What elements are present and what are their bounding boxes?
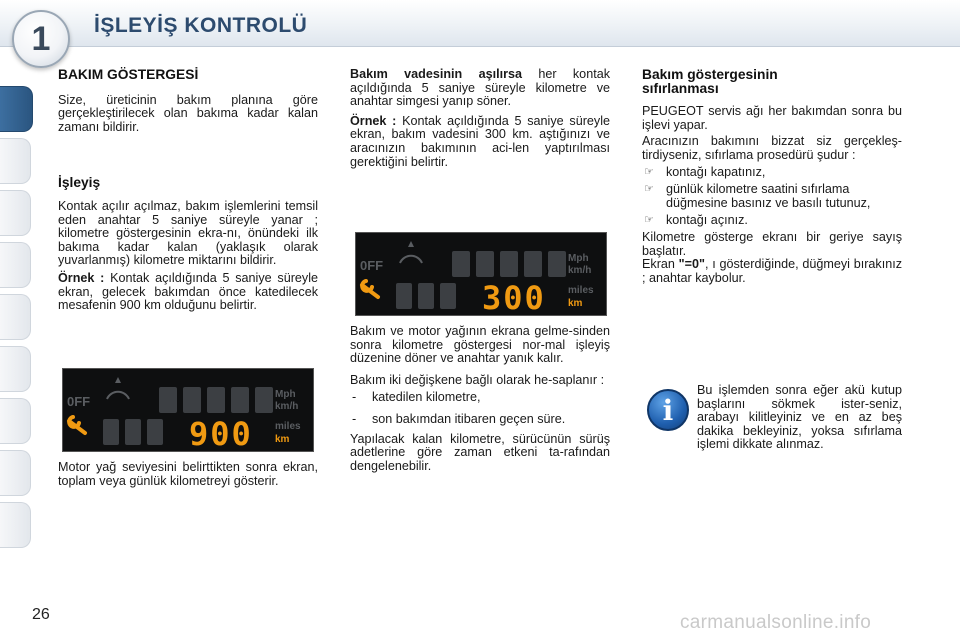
- display-caption: Motor yağ seviyesini belirttikten sonra ekran, toplam veya günlük kilometreyi gösterir.: [58, 460, 318, 488]
- pointer-icon: ☞: [644, 183, 654, 196]
- overdue-label: Bakım vadesinin aşılırsa: [350, 67, 522, 81]
- remaining-distance-value: 900: [189, 415, 253, 451]
- oil-gauge-icon: [107, 392, 129, 399]
- pointer-icon: ☞: [644, 165, 654, 178]
- overdue-text: her kontak açıldığında 5 saniye süreyle kilometre ve anahtar simgesi yanıp söner.: [350, 67, 610, 109]
- chapter-tab-5[interactable]: [0, 294, 31, 340]
- unit-kmh: km/h: [568, 265, 592, 276]
- overdue-paragraph: [350, 68, 610, 109]
- watermark: carmanualsonline.info: [680, 612, 872, 633]
- chapter-tab-8[interactable]: [0, 450, 31, 496]
- countdown-paragraph: Kilometre gösterge ekranı bir geriye sayış başlatır.: [642, 229, 902, 258]
- section-heading: BAKIM GÖSTERGESİ: [58, 67, 199, 82]
- unit-km: km: [275, 434, 290, 445]
- chapter-tab-2[interactable]: [0, 138, 31, 184]
- pointer-icon: ☞: [644, 214, 654, 227]
- unit-km: km: [568, 298, 583, 309]
- unit-mph: Mph: [275, 389, 296, 400]
- maintenance-display-900: [62, 368, 314, 452]
- lcd-panel: [356, 233, 606, 315]
- unit-mph: Mph: [568, 253, 589, 264]
- list-item: - son bakımdan itibaren geçen süre.: [352, 411, 566, 426]
- list-item: ☞ kontağı kapatınız,: [644, 164, 766, 179]
- wrench-icon: [69, 417, 85, 433]
- closing-paragraph: Yapılacak kalan kilometre, sürücünün sürüş adetlerine göre zaman etkeni ta-rafından dengelenebilir.: [350, 431, 610, 473]
- dependency-list: [350, 391, 610, 426]
- unit-kmh: km/h: [275, 401, 299, 412]
- warning-triangle-icon: [115, 377, 121, 383]
- note-text: Bu işlemden sonra eğer akü kutup başlarını sökmek ister-seniz, arabayı kilitleyiniz ve en az beş dakika bekleyiniz, yoksa sıfırlama işlemi dikkate alınmaz.: [697, 383, 902, 452]
- wrench-icon: [362, 281, 378, 297]
- maintenance-display-300: [355, 232, 607, 316]
- chapter-tabs: [0, 66, 34, 576]
- page-number: 26: [32, 606, 50, 623]
- reset-steps: [642, 166, 902, 228]
- unit-miles: miles: [568, 285, 594, 296]
- lcd-panel: [63, 369, 313, 451]
- chapter-badge: 1: [12, 10, 70, 68]
- chapter-tab-4[interactable]: [0, 242, 31, 288]
- operation-paragraph: Kontak açılır açılmaz, bakım işlemlerini temsil eden anahtar 5 saniye süreyle yanar ; kilometre göstergesinin ekra-nı, önündeki ilk bakıma kadar kalan (yaklaşık olarak yuvarlanmış) kilometre miktarını bildirir.: [58, 198, 318, 268]
- off-label: 0FF: [67, 394, 91, 409]
- chapter-tab-1[interactable]: [0, 86, 33, 132]
- subsection-heading: İşleyiş: [58, 175, 101, 191]
- page-title: İŞLEYİŞ KONTROLÜ: [94, 14, 308, 37]
- column-1: [58, 68, 318, 313]
- list-item: ☞ kontağı açınız.: [644, 213, 748, 228]
- info-note: [697, 384, 902, 452]
- release-paragraph: Ekran "=0", ı gösterdiğinde, düğmeyi bırakınız ; anahtar kaybolur.: [642, 257, 903, 285]
- chapter-tab-6[interactable]: [0, 346, 31, 392]
- example-label: Örnek :: [58, 270, 105, 285]
- column-2-lower: [350, 325, 610, 473]
- oil-gauge-icon: [400, 256, 422, 263]
- column-2: [350, 68, 610, 169]
- reset-value: "=0": [678, 257, 705, 272]
- warning-triangle-icon: [408, 241, 414, 247]
- unit-miles: miles: [275, 421, 301, 432]
- chapter-tab-7[interactable]: [0, 398, 31, 444]
- intro-paragraph: PEUGEOT servis ağı her bakımdan sonra bu işlevi yapar.: [642, 104, 902, 132]
- list-item: - katedilen kilometre,: [352, 390, 481, 405]
- example-label: Örnek :: [350, 113, 397, 128]
- display-caption: Bakım ve motor yağının ekrana gelme-sinden sonra kilometre göstergesi nor-mal işleyiş düzenine döner ve anahtar yanık kalır.: [350, 324, 610, 366]
- column-1-caption: [58, 461, 318, 488]
- column-3: [642, 68, 902, 285]
- dependency-intro: Bakım iki değişkene bağlı olarak he-saplanır :: [350, 372, 605, 387]
- example-text: Kontak açıldığında 5 saniye süreyle ekran, gelecek bakımdan önce katedilecek mesafenin 900 km olduğunu belirtir.: [58, 270, 319, 313]
- list-item: ☞ günlük kilometre saatini sıfırlama düğmesine basınız ve basılı tutunuz,: [644, 182, 871, 210]
- chapter-tab-3[interactable]: [0, 190, 31, 236]
- intro-paragraph: Size, üreticinin bakım planına göre gerçekleştirilecek olan bakıma kadar kalan zamanı bildirir.: [58, 92, 318, 134]
- reset-heading: Bakım göstergesinin sıfırlanması: [642, 67, 778, 96]
- example-paragraph: [58, 272, 318, 313]
- example-paragraph: [350, 115, 610, 169]
- exceeded-distance-value: 300: [482, 279, 546, 315]
- self-reset-paragraph: Aracınızın bakımını bizzat siz gerçekleş-tirdiyseniz, sıfırlama prosedürü şudur :: [642, 134, 902, 162]
- example-text: Kontak açıldığında 5 saniye süreyle ekran, bakım vadesini 300 km. aştığınızı ve aracınızın bakımının aci-len yaptırılması gerektiğini belirtir.: [350, 113, 611, 169]
- info-icon: i: [647, 389, 689, 431]
- chapter-tab-9[interactable]: [0, 502, 31, 548]
- off-label: 0FF: [360, 258, 384, 273]
